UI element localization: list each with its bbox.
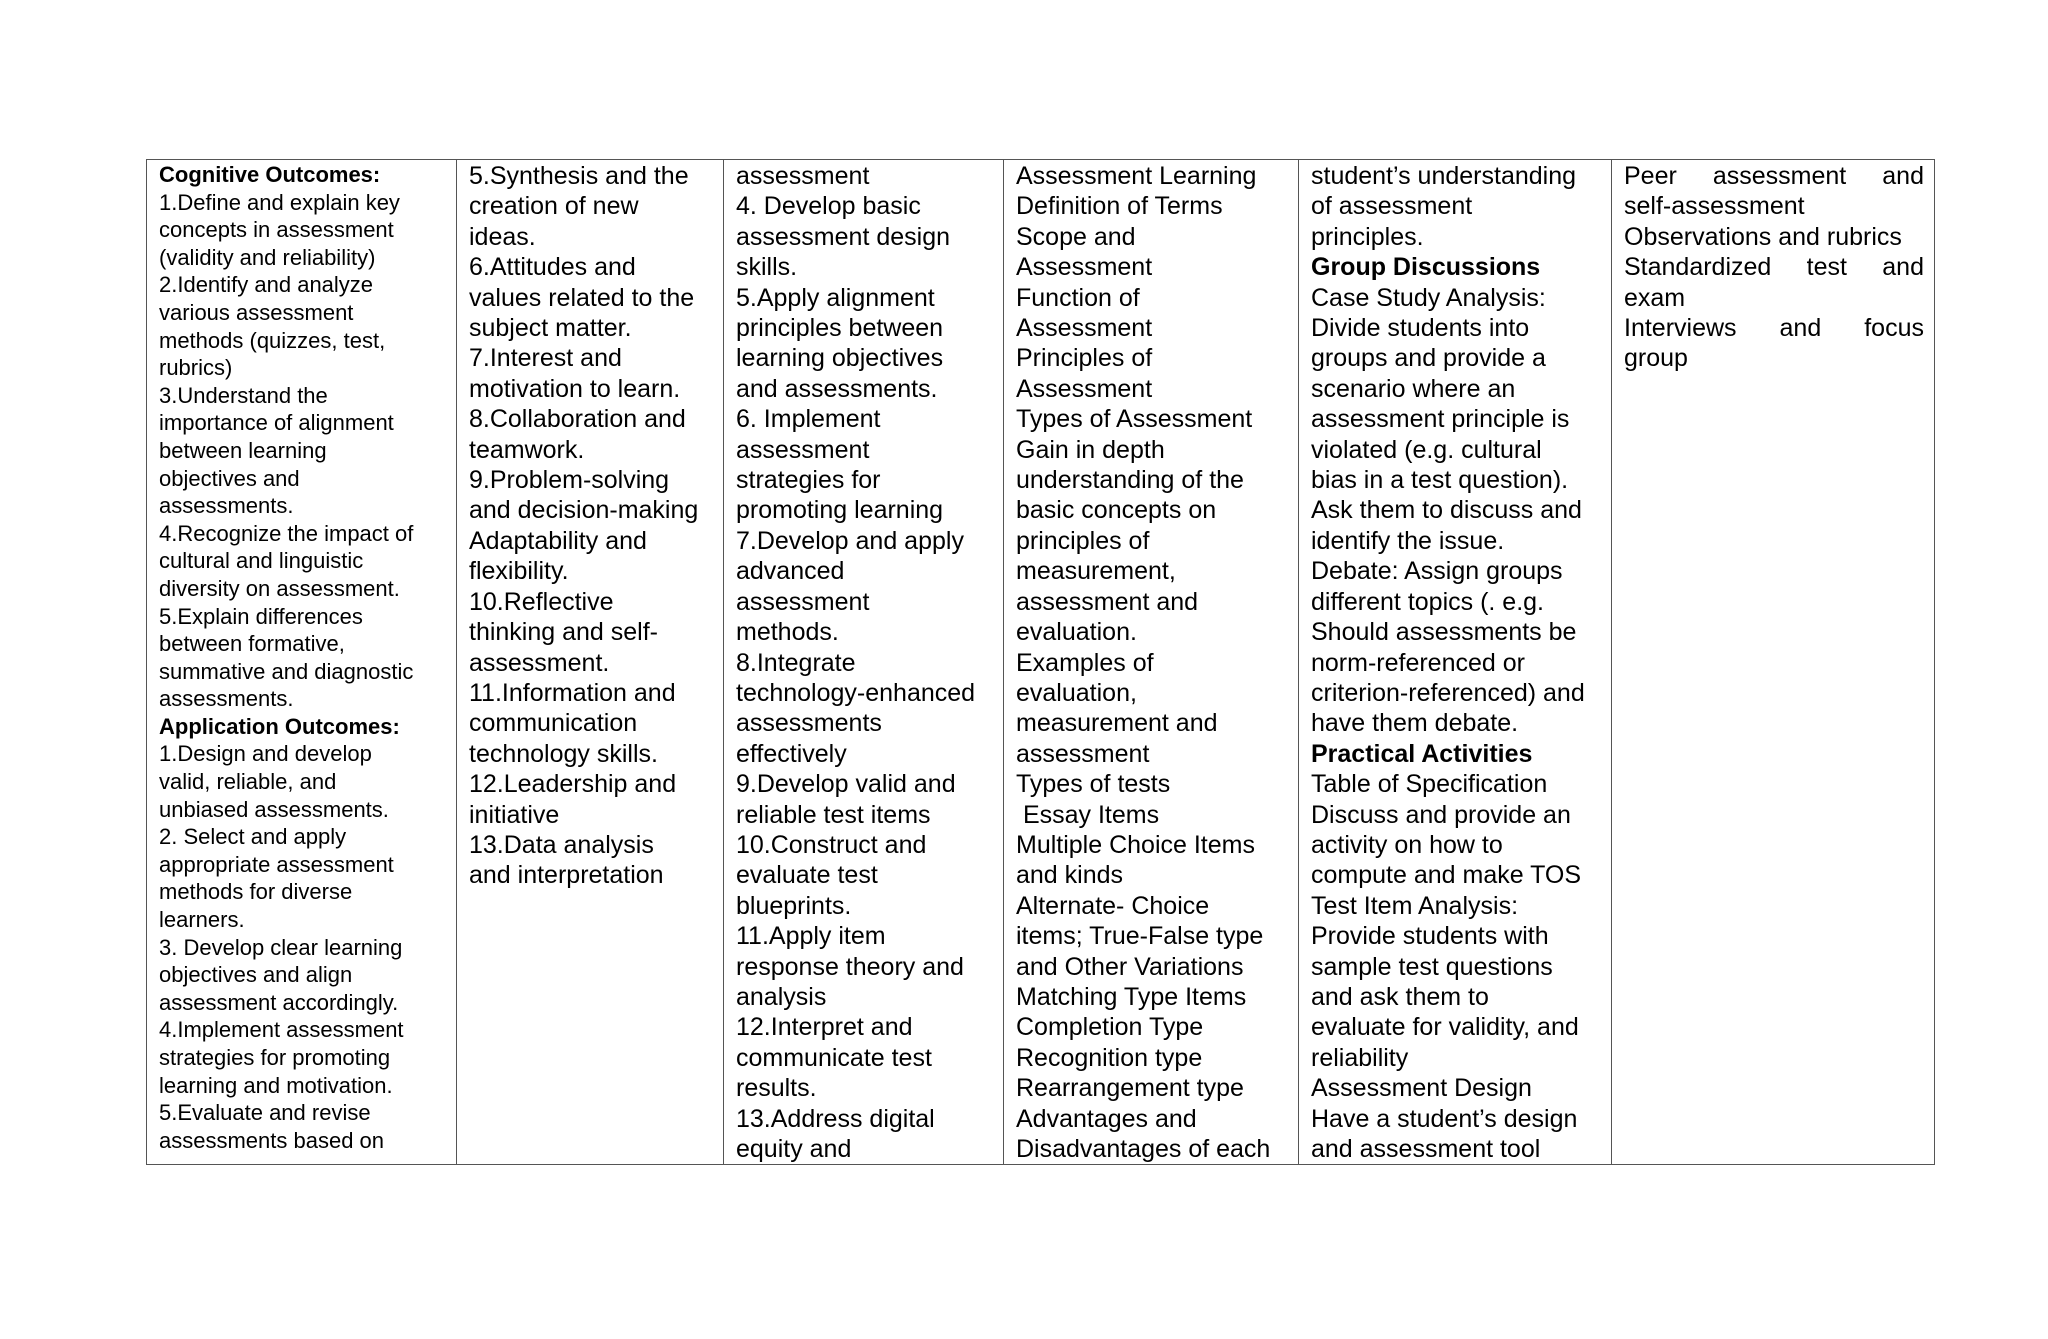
cell-line: and assessment tool (1311, 1135, 1541, 1163)
course-content-cell (1004, 160, 1299, 1165)
cell-line: 8.Integrate (736, 648, 856, 677)
cell-line: initiative (469, 800, 560, 829)
cell-line: assessment accordingly. (159, 989, 399, 1015)
cell-line: rubrics) (159, 355, 233, 381)
cell-line: methods. (736, 618, 839, 647)
cell-line: Assessment (1016, 253, 1153, 282)
cell-line: 2.Identify and analyze (159, 272, 374, 298)
cell-line: 13.Address digital (736, 1104, 935, 1133)
cell-line: Have a student’s design (1311, 1104, 1578, 1133)
cell-line: 2. Select and apply (159, 824, 347, 850)
cell-line: technology skills. (469, 739, 658, 768)
cell-line: assessment principle is (1311, 405, 1570, 434)
table-row (147, 160, 1935, 1165)
cell-line: technology-enhanced (736, 678, 976, 707)
cell-line: Provide students with (1311, 922, 1549, 951)
cell-line: ideas. (469, 222, 536, 251)
cell-word: Interviews (1624, 314, 1737, 343)
cell-heading: Application Outcomes: (159, 713, 400, 739)
cell-line: Definition of Terms (1016, 192, 1223, 221)
cell-line (1624, 161, 1924, 191)
cell-line: measurement and (1016, 709, 1218, 738)
cell-line: learners. (159, 907, 245, 933)
cell-line: Scope and (1016, 222, 1136, 251)
cell-heading: Practical Activities (1311, 739, 1533, 768)
cell-line: reliable test items (736, 800, 931, 829)
cell-line: activity on how to (1311, 830, 1503, 859)
cell-line: flexibility. (469, 557, 569, 586)
cell-word: and (1882, 253, 1924, 282)
cell-line: 1.Design and develop (159, 741, 372, 767)
cell-line: importance of alignment (159, 410, 394, 436)
cell-line: assessment and (1016, 587, 1199, 616)
cell-line: items; True-False type (1016, 922, 1264, 951)
cell-line: and Other Variations (1016, 952, 1244, 981)
cell-line: Recognition type (1016, 1043, 1203, 1072)
cell-line: concepts in assessment (159, 217, 394, 243)
cell-lines (469, 161, 713, 891)
cell-line: 12.Leadership and (469, 770, 677, 799)
cell-line: 5.Evaluate and revise (159, 1100, 371, 1126)
cell-line: have them debate. (1311, 709, 1519, 738)
cell-line: valid, reliable, and (159, 769, 337, 795)
cell-line: cultural and linguistic (159, 548, 364, 574)
cell-word: focus (1864, 314, 1924, 343)
cell-line: 9.Develop valid and (736, 770, 956, 799)
cell-line: 4. Develop basic (736, 192, 921, 221)
cell-line: 7.Develop and apply (736, 526, 964, 555)
cell-line: summative and diagnostic (159, 658, 414, 684)
cell-line: between formative, (159, 631, 345, 657)
cell-line: creation of new (469, 192, 639, 221)
cell-line: evaluate for validity, and (1311, 1013, 1579, 1042)
cell-line: assessment. (469, 648, 610, 677)
cell-line: assessments. (159, 686, 294, 712)
cell-line: 6.Attitudes and (469, 253, 636, 282)
cell-line: response theory and (736, 952, 964, 981)
cell-word: and (1882, 162, 1924, 190)
cell-line: skills. (736, 253, 798, 282)
cell-line: 6. Implement (736, 405, 881, 434)
cell-line: of assessment (1311, 192, 1473, 221)
cell-line: results. (736, 1074, 817, 1103)
cell-line: Advantages and (1016, 1104, 1197, 1133)
cell-line: Assessment Learning (1016, 162, 1257, 190)
cell-line: Function of (1016, 283, 1140, 312)
cell-line: effectively (736, 739, 847, 768)
cell-line: blueprints. (736, 891, 852, 920)
cell-line: Should assessments be (1311, 618, 1577, 647)
cell-line: 5.Synthesis and the (469, 162, 689, 190)
cell-line: analysis (736, 982, 827, 1011)
cell-line: identify the issue. (1311, 526, 1505, 555)
cell-line: assessment design (736, 222, 951, 251)
cell-line: Case Study Analysis: (1311, 283, 1546, 312)
cell-line: Gain in depth (1016, 435, 1165, 464)
cell-line: Debate: Assign groups (1311, 557, 1563, 586)
cell-line: Assessment Design (1311, 1074, 1532, 1103)
cell-line: 12.Interpret and (736, 1013, 913, 1042)
cell-line: 4.Recognize the impact of (159, 520, 414, 546)
cell-line: Matching Type Items (1016, 982, 1247, 1011)
cell-line: promoting learning (736, 496, 944, 525)
cell-line: assessment (736, 435, 870, 464)
cell-line: Completion Type (1016, 1013, 1204, 1042)
assessment-methods-cell (1612, 160, 1935, 1165)
cell-lines (736, 161, 993, 1164)
cell-line: assessments based on (159, 1127, 385, 1153)
skills-outcomes-cell (724, 160, 1004, 1165)
cell-line: Alternate- Choice (1016, 891, 1210, 920)
cell-line: strategies for promoting (159, 1045, 391, 1070)
cell-line: unbiased assessments. (159, 796, 389, 822)
cell-line: appropriate assessment (159, 851, 394, 877)
cell-line: Assessment (1016, 314, 1153, 343)
cell-line: motivation to learn. (469, 374, 681, 403)
cell-line: 9.Problem-solving (469, 466, 670, 495)
cell-line: principles between (736, 314, 944, 343)
cell-line: violated (e.g. cultural (1311, 435, 1542, 464)
cell-heading: Cognitive Outcomes: (159, 162, 381, 187)
cell-line: understanding of the (1016, 466, 1244, 495)
cell-line: 7.Interest and (469, 344, 622, 373)
cell-line: communicate test (736, 1043, 932, 1072)
cell-line: methods (quizzes, test, (159, 327, 386, 353)
cell-word: test (1806, 253, 1847, 282)
cell-line: learning and motivation. (159, 1072, 393, 1098)
cell-line: Rearrangement type (1016, 1074, 1244, 1103)
cell-lines (1311, 161, 1601, 1164)
cell-line: Test Item Analysis: (1311, 891, 1519, 920)
cell-line: 5.Explain differences (159, 603, 363, 629)
cell-line: 13.Data analysis (469, 830, 654, 859)
cell-line: and assessments. (736, 374, 938, 403)
cell-line: values related to the (469, 283, 695, 312)
cell-line: subject matter. (469, 314, 632, 343)
cell-line: groups and provide a (1311, 344, 1546, 373)
teaching-activities-cell (1299, 160, 1612, 1165)
cell-line: sample test questions (1311, 952, 1553, 981)
cell-line: basic concepts on (1016, 496, 1217, 525)
cell-line: compute and make TOS (1311, 861, 1582, 890)
cell-line: 3.Understand the (159, 382, 328, 408)
cell-word: and (1779, 314, 1822, 343)
cell-line: advanced (736, 557, 845, 586)
cell-line: and ask them to (1311, 982, 1489, 1011)
cell-line: 5.Apply alignment (736, 283, 935, 312)
cell-line: Essay Items (1016, 800, 1160, 829)
cell-line: various assessment (159, 299, 354, 325)
cell-word: assessment (1712, 162, 1847, 190)
cell-line: Adaptability and (469, 526, 647, 555)
cell-line: equity and (736, 1135, 852, 1163)
cell-line: 3. Develop clear learning (159, 934, 403, 960)
cell-line: 11.Apply item (736, 922, 886, 951)
cell-word: Standardized (1624, 253, 1772, 282)
cell-line: Ask them to discuss and (1311, 496, 1582, 525)
cell-line: evaluate test (736, 861, 878, 890)
cell-line: learning objectives (736, 344, 944, 373)
cell-line: self-assessment (1624, 192, 1805, 221)
cell-line: strategies for (736, 466, 881, 495)
cell-line: measurement, (1016, 557, 1176, 586)
cell-line (1624, 252, 1924, 282)
cell-line: different topics (. e.g. (1311, 587, 1544, 616)
cell-line: Divide students into (1311, 314, 1530, 343)
cell-line: teamwork. (469, 435, 585, 464)
cell-lines (1624, 161, 1924, 374)
cell-line: bias in a test question). (1311, 466, 1569, 495)
cell-line: assessment (736, 587, 870, 616)
cell-line: norm-referenced or (1311, 648, 1525, 677)
cell-line: 1.Define and explain key (159, 189, 400, 215)
cell-line: assessments. (159, 493, 294, 519)
cell-line: objectives and align (159, 962, 353, 988)
cell-line: Discuss and provide an (1311, 800, 1571, 829)
cell-line: diversity on assessment. (159, 575, 400, 601)
cell-line: group (1624, 344, 1688, 373)
learning-outcomes-cell (147, 160, 457, 1165)
cell-line: Types of tests (1016, 770, 1171, 799)
cell-lines (159, 161, 446, 1154)
cell-line (1624, 313, 1924, 343)
cell-word: Peer (1624, 162, 1677, 190)
cell-line: scenario where an (1311, 374, 1516, 403)
cell-line: and kinds (1016, 861, 1124, 890)
cell-line: 10.Reflective (469, 587, 614, 616)
cell-line: Table of Specification (1311, 770, 1548, 799)
cell-line: Examples of (1016, 648, 1154, 677)
cell-line: Disadvantages of each (1016, 1135, 1271, 1163)
cell-heading: Group Discussions (1311, 253, 1541, 282)
cell-line: methods for diverse (159, 879, 353, 905)
cell-line: 11.Information and (469, 678, 676, 707)
cell-line: 4.Implement assessment (159, 1017, 404, 1043)
cell-line: reliability (1311, 1043, 1409, 1072)
cell-line: Principles of (1016, 344, 1153, 373)
cell-line: assessment (736, 162, 870, 190)
cell-line: assessment (1016, 739, 1150, 768)
cell-line: assessments (736, 709, 882, 738)
cell-line: 10.Construct and (736, 830, 927, 859)
cell-line: Types of Assessment (1016, 405, 1253, 434)
cell-line: thinking and self- (469, 618, 659, 647)
cell-line: student’s understanding (1311, 162, 1577, 190)
cell-line: principles of (1016, 526, 1150, 555)
cell-line: principles. (1311, 222, 1424, 251)
cell-line: criterion-referenced) and (1311, 678, 1585, 707)
cell-line: 8.Collaboration and (469, 405, 686, 434)
cell-line: Observations and rubrics (1624, 222, 1902, 251)
cell-line: communication (469, 709, 638, 738)
cell-line: Assessment (1016, 374, 1153, 403)
cell-line: Multiple Choice Items (1016, 830, 1255, 859)
course-outcomes-table (146, 159, 1935, 1165)
cell-line: objectives and (159, 465, 300, 491)
affective-outcomes-cell (457, 160, 724, 1165)
cell-line: evaluation. (1016, 618, 1137, 647)
cell-line: and decision-making (469, 496, 699, 525)
cell-lines (1016, 161, 1288, 1164)
cell-line: (validity and reliability) (159, 244, 376, 270)
cell-line: and interpretation (469, 861, 664, 890)
cell-line: evaluation, (1016, 678, 1137, 707)
cell-line: exam (1624, 283, 1686, 312)
cell-line: between learning (159, 437, 327, 463)
